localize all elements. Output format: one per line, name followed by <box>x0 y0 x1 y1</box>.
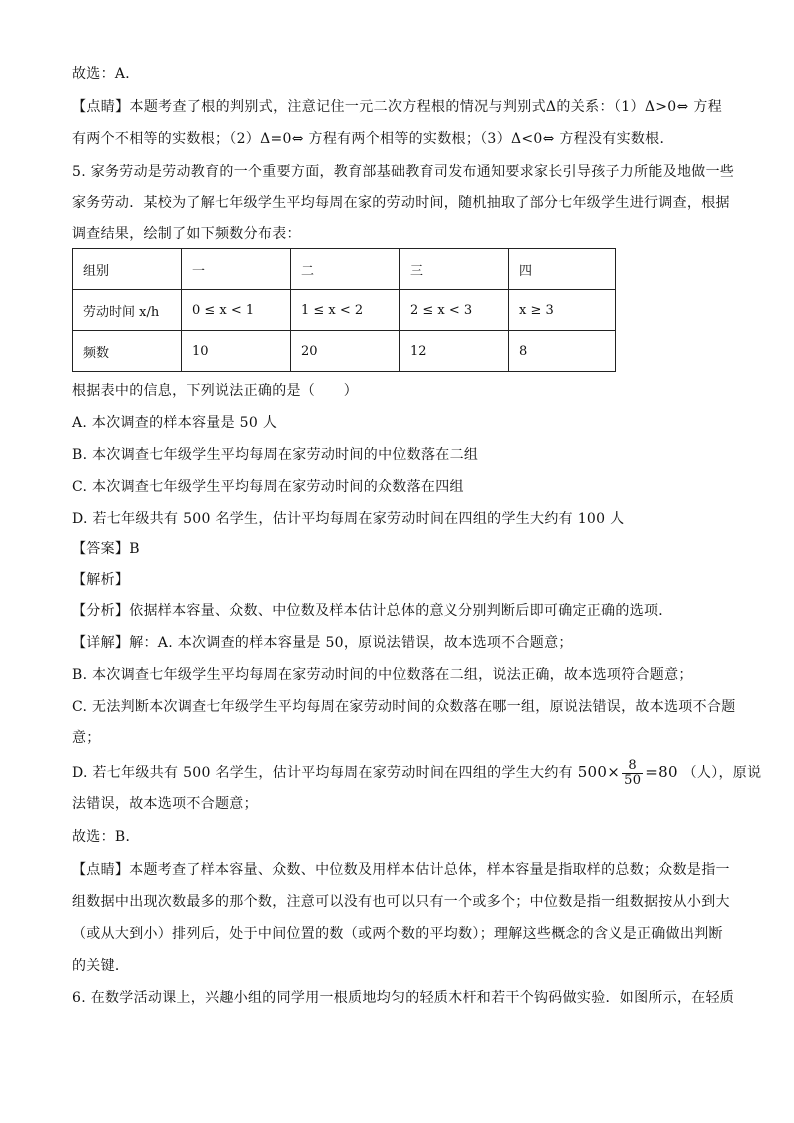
comment-line-1 <box>72 861 730 879</box>
detail-a-text: 解：A. 本次调查的样本容量是 50，原说法错误，故本选项不合题意； <box>129 635 573 651</box>
fenxi-tag: 【分析】 <box>72 603 130 619</box>
table-cell: 一 <box>182 249 291 290</box>
conclusion-line: 故选：B． <box>72 829 140 845</box>
detail-line-b: B. 本次调查七年级学生平均每周在家劳动时间的中位数落在二组，说法正确，故本选项符合题意； <box>72 667 693 683</box>
table-cell: 0 ≤ x < 1 <box>182 290 291 331</box>
comment-line-2: 组数据中出现次数最多的那个数，注意可以没有也可以只有一个或多个；中位数是指一组数据按从小到大 <box>72 894 730 910</box>
prev-comment-line-2: 有两个不相等的实数根；（2）Δ=0⇔ 方程有两个相等的实数根；（3）Δ<0⇔ 方程没有实数根． <box>72 131 674 147</box>
fenxi-text: 依据样本容量、众数、中位数及样本估计总体的意义分别判断后即可确定正确的选项． <box>129 603 673 619</box>
table-cell: 劳动时间 x/h <box>73 290 182 331</box>
fraction <box>622 759 643 788</box>
table-cell: 12 <box>400 331 509 372</box>
option-a: A. 本次调查的样本容量是 50 人 <box>72 415 278 431</box>
table-cell: 频数 <box>73 331 182 372</box>
table-cell: 三 <box>400 249 509 290</box>
prev-comment-line-1 <box>72 98 722 116</box>
table-cell: 四 <box>509 249 616 290</box>
answer-value: B <box>129 541 140 557</box>
q5-stem-line-2: 家务劳动．某校为了解七年级学生平均每周在家的劳动时间，随机抽取了部分七年级学生进行调查，根据 <box>72 195 730 211</box>
detail-tag: 【详解】 <box>72 635 130 651</box>
fraction-numerator: 8 <box>622 759 643 774</box>
detail-line-c-2: 意； <box>72 730 101 746</box>
comment-line-3: （或从大到小）排列后，处于中间位置的数（或两个数的平均数）；理解这些概念的含义是正确做出判断 <box>72 926 723 942</box>
q5-question: 根据表中的信息，下列说法正确的是（ ） <box>72 383 358 399</box>
detail-line-c-1: C. 无法判断本次调查七年级学生平均每周在家劳动时间的众数落在哪一组，原说法错误，故本选项不合题 <box>72 699 736 715</box>
table-row-header <box>73 249 616 290</box>
frequency-table <box>72 248 616 372</box>
table-cell: 10 <box>182 331 291 372</box>
comment-line-4: 的关键． <box>72 958 130 974</box>
option-d: D. 若七年级共有 500 名学生，估计平均每周在家劳动时间在四组的学生大约有 100 人 <box>72 511 625 527</box>
table-cell: 2 ≤ x < 3 <box>400 290 509 331</box>
table-cell: 组别 <box>73 249 182 290</box>
table-row-frequency <box>73 331 616 372</box>
option-c: C. 本次调查七年级学生平均每周在家劳动时间的众数落在四组 <box>72 479 464 495</box>
table-row-time <box>73 290 616 331</box>
detail-d-post: （人），原说 <box>682 765 762 781</box>
comment-tag: 【点睛】 <box>72 862 130 878</box>
comment-text-1: 本题考查了样本容量、众数、中位数及用样本估计总体，样本容量是指取样的总数；众数是指一 <box>129 862 730 878</box>
detail-line-a <box>72 634 722 652</box>
fraction-denominator: 50 <box>624 772 642 788</box>
fenxi-line <box>72 602 722 620</box>
table-cell: 20 <box>291 331 400 372</box>
table-cell: x ≥ 3 <box>509 290 616 331</box>
prev-answer-line: 故选：A． <box>72 66 140 82</box>
q6-stem-line-1: 6. 在数学活动课上，兴趣小组的同学用一根质地均匀的轻质木杆和若干个钩码做实验．如图所示，在轻质 <box>72 990 735 1006</box>
detail-d-pre: D. 若七年级共有 500 名学生，估计平均每周在家劳动时间在四组的学生大约有 <box>72 765 573 781</box>
analysis-tag: 【解析】 <box>72 572 130 588</box>
table-cell: 8 <box>509 331 616 372</box>
table-cell: 二 <box>291 249 400 290</box>
answer-line <box>72 540 722 558</box>
table-cell: 1 ≤ x < 2 <box>291 290 400 331</box>
q5-stem-line-1: 5. 家务劳动是劳动教育的一个重要方面，教育部基础教育司发布通知要求家长引导孩子力所能及地做一些 <box>72 164 735 180</box>
prev-comment-text-1: 本题考查了根的判别式，注意记住一元二次方程根的情况与判别式Δ的关系：（1）Δ>0⇔ 方程 <box>129 99 722 115</box>
q5-stem-line-3: 调查结果，绘制了如下频数分布表： <box>72 226 301 242</box>
detail-d-math-b: =80 <box>645 763 678 781</box>
detail-d-math-a: 500× <box>577 763 621 781</box>
detail-line-d-1 <box>72 757 762 788</box>
detail-line-d-2: 法错误，故本选项不合题意； <box>72 796 258 812</box>
prev-comment-tag: 【点睛】 <box>72 99 130 115</box>
option-b: B. 本次调查七年级学生平均每周在家劳动时间的中位数落在二组 <box>72 447 479 463</box>
answer-tag: 【答案】 <box>72 541 130 557</box>
